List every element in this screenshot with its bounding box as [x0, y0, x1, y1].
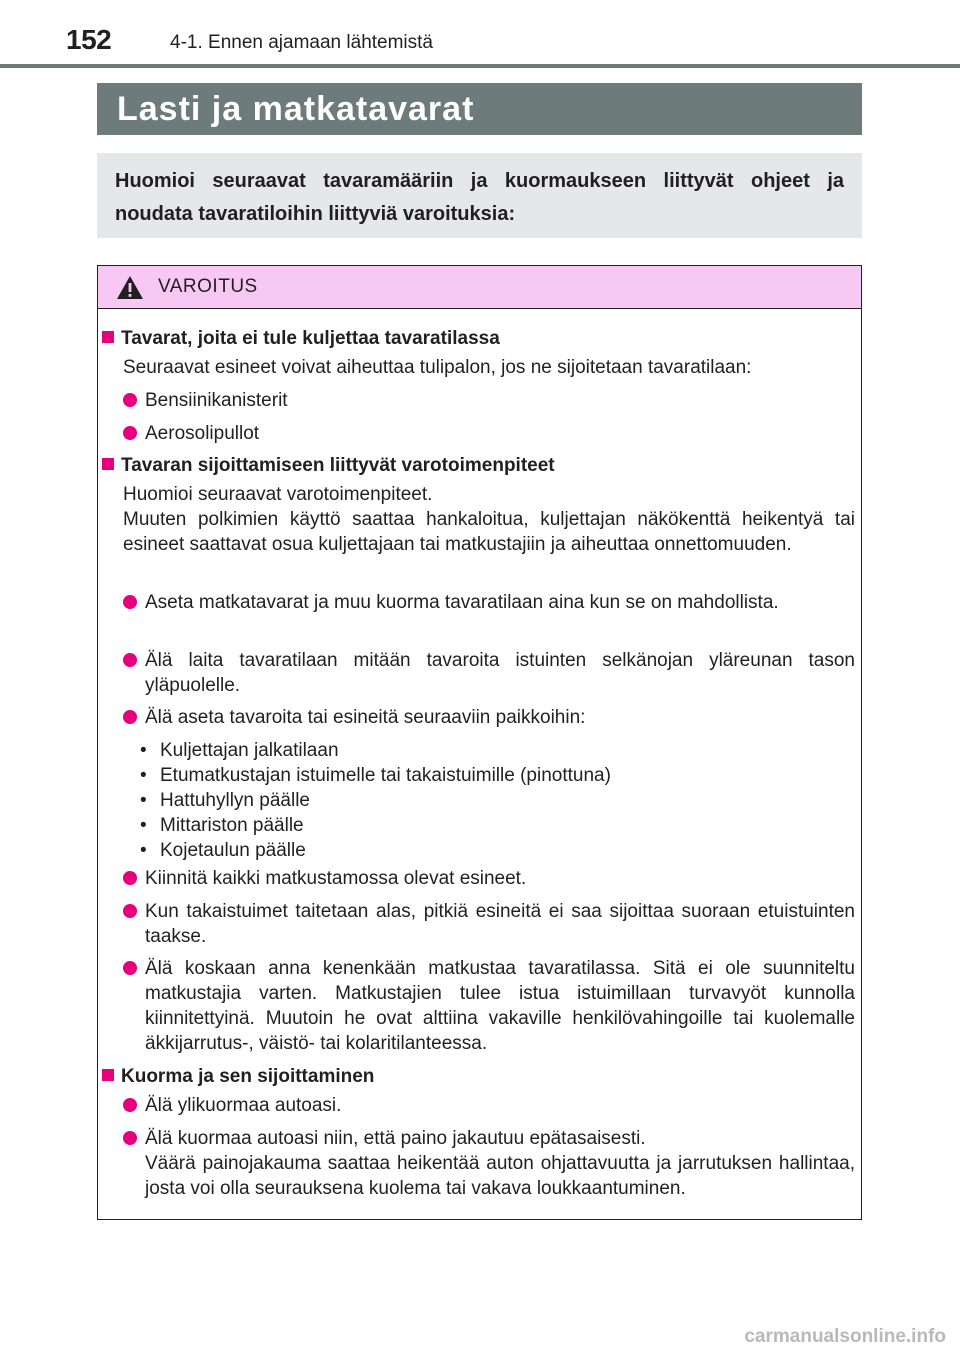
sub-bullet-icon: •: [140, 815, 147, 836]
list-item: Älä laita tavaratilaan mitään tavaroita istuinten selkänojan yläreunan tason yläpuolelle.: [123, 648, 855, 698]
intro-text: Huomioi seuraavat tavaramääriin ja kuormaukseen liittyvät ohjeet ja noudata tavaratiloihin liittyviä varoituksia:: [115, 170, 844, 225]
bullet-icon: [123, 393, 137, 407]
sub-bullet-icon: •: [140, 790, 147, 811]
list-item: Aseta matkatavarat ja muu kuorma tavaratilaan aina kun se on mahdollista.: [123, 590, 855, 615]
subheading: Tavarat, joita ei tule kuljettaa tavaratilassa: [102, 326, 500, 351]
subheading: Tavaran sijoittamiseen liittyvät varotoimenpiteet: [102, 453, 555, 478]
list-item: Älä koskaan anna kenenkään matkustaa tavaratilassa. Sitä ei ole suunniteltu matkustajia varten. Matkustajien tulee istua istuimillaan turvavyöt kunnolla kiinnitettyinä. Muutoin he ovat alttiina vakaville henkilövahingoille tai kuolemalle äkkijarrutus-, väistö- tai kolaritilanteessa.: [123, 956, 855, 1056]
sub-bullet-icon: •: [140, 740, 147, 761]
sub-list-item: • Etumatkustajan istuimelle tai takaistuimille (pinottuna): [140, 765, 611, 786]
square-bullet-icon: [102, 331, 114, 343]
header-rule: [0, 64, 960, 68]
list-item: Bensiinikanisterit: [123, 388, 855, 413]
sub-list-item: • Kuljettajan jalkatilaan: [140, 740, 339, 761]
warning-label: VAROITUS: [158, 276, 258, 297]
bullet-icon: [123, 426, 137, 440]
list-item: Älä kuormaa autoasi niin, että paino jakautuu epätasaisesti.: [123, 1126, 855, 1151]
sub-bullet-icon: •: [140, 765, 147, 786]
sub-list-item: • Kojetaulun päälle: [140, 840, 306, 861]
bullet-icon: [123, 961, 137, 975]
sub-list-item: • Mittariston päälle: [140, 815, 304, 836]
bullet-icon: [123, 904, 137, 918]
watermark: carmanualsonline.info: [744, 1326, 946, 1347]
page-number: 152: [66, 24, 112, 55]
list-item-continuation: Väärä painojakauma saattaa heikentää auton ohjattavuutta ja jarrutuksen hallintaa, josta voi olla seurauksena kuolema tai vakava loukkaantuminen.: [145, 1153, 855, 1199]
paragraph: Muuten polkimien käyttö saattaa hankaloitua, kuljettajan näkökenttä heikentyä tai esineet saattavat osua kuljettajaan tai matkustajiin ja aiheuttaa onnettomuuden.: [123, 509, 855, 555]
bullet-icon: [123, 871, 137, 885]
square-bullet-icon: [102, 458, 114, 470]
list-item: Aerosolipullot: [123, 421, 855, 446]
list-item: Älä ylikuormaa autoasi.: [123, 1093, 855, 1118]
bullet-icon: [123, 653, 137, 667]
bullet-icon: [123, 710, 137, 724]
intro-box: [97, 153, 862, 238]
page-header: [60, 18, 900, 62]
subheading: Kuorma ja sen sijoittaminen: [102, 1064, 374, 1089]
warning-header: [98, 266, 861, 309]
bullet-icon: [123, 1131, 137, 1145]
list-item: Kiinnitä kaikki matkustamossa olevat esineet.: [123, 866, 855, 891]
list-item: Kun takaistuimet taitetaan alas, pitkiä esineitä ei saa sijoittaa suoraan etuistuinten taakse.: [123, 899, 855, 949]
bullet-icon: [123, 595, 137, 609]
warning-triangle-icon: [116, 275, 144, 300]
warning-box: [97, 265, 862, 1220]
sub-bullet-icon: •: [140, 840, 147, 861]
bullet-icon: [123, 1098, 137, 1112]
section-title: Lasti ja matkatavarat: [97, 83, 862, 135]
sub-list-item: • Hattuhyllyn päälle: [140, 790, 310, 811]
paragraph: Huomioi seuraavat varotoimenpiteet.: [123, 484, 433, 505]
square-bullet-icon: [102, 1069, 114, 1081]
list-item: Älä aseta tavaroita tai esineitä seuraaviin paikkoihin:: [123, 705, 855, 730]
paragraph: Seuraavat esineet voivat aiheuttaa tulipalon, jos ne sijoitetaan tavaratilaan:: [123, 357, 752, 378]
chapter-title: 4-1. Ennen ajamaan lähtemistä: [170, 32, 433, 53]
